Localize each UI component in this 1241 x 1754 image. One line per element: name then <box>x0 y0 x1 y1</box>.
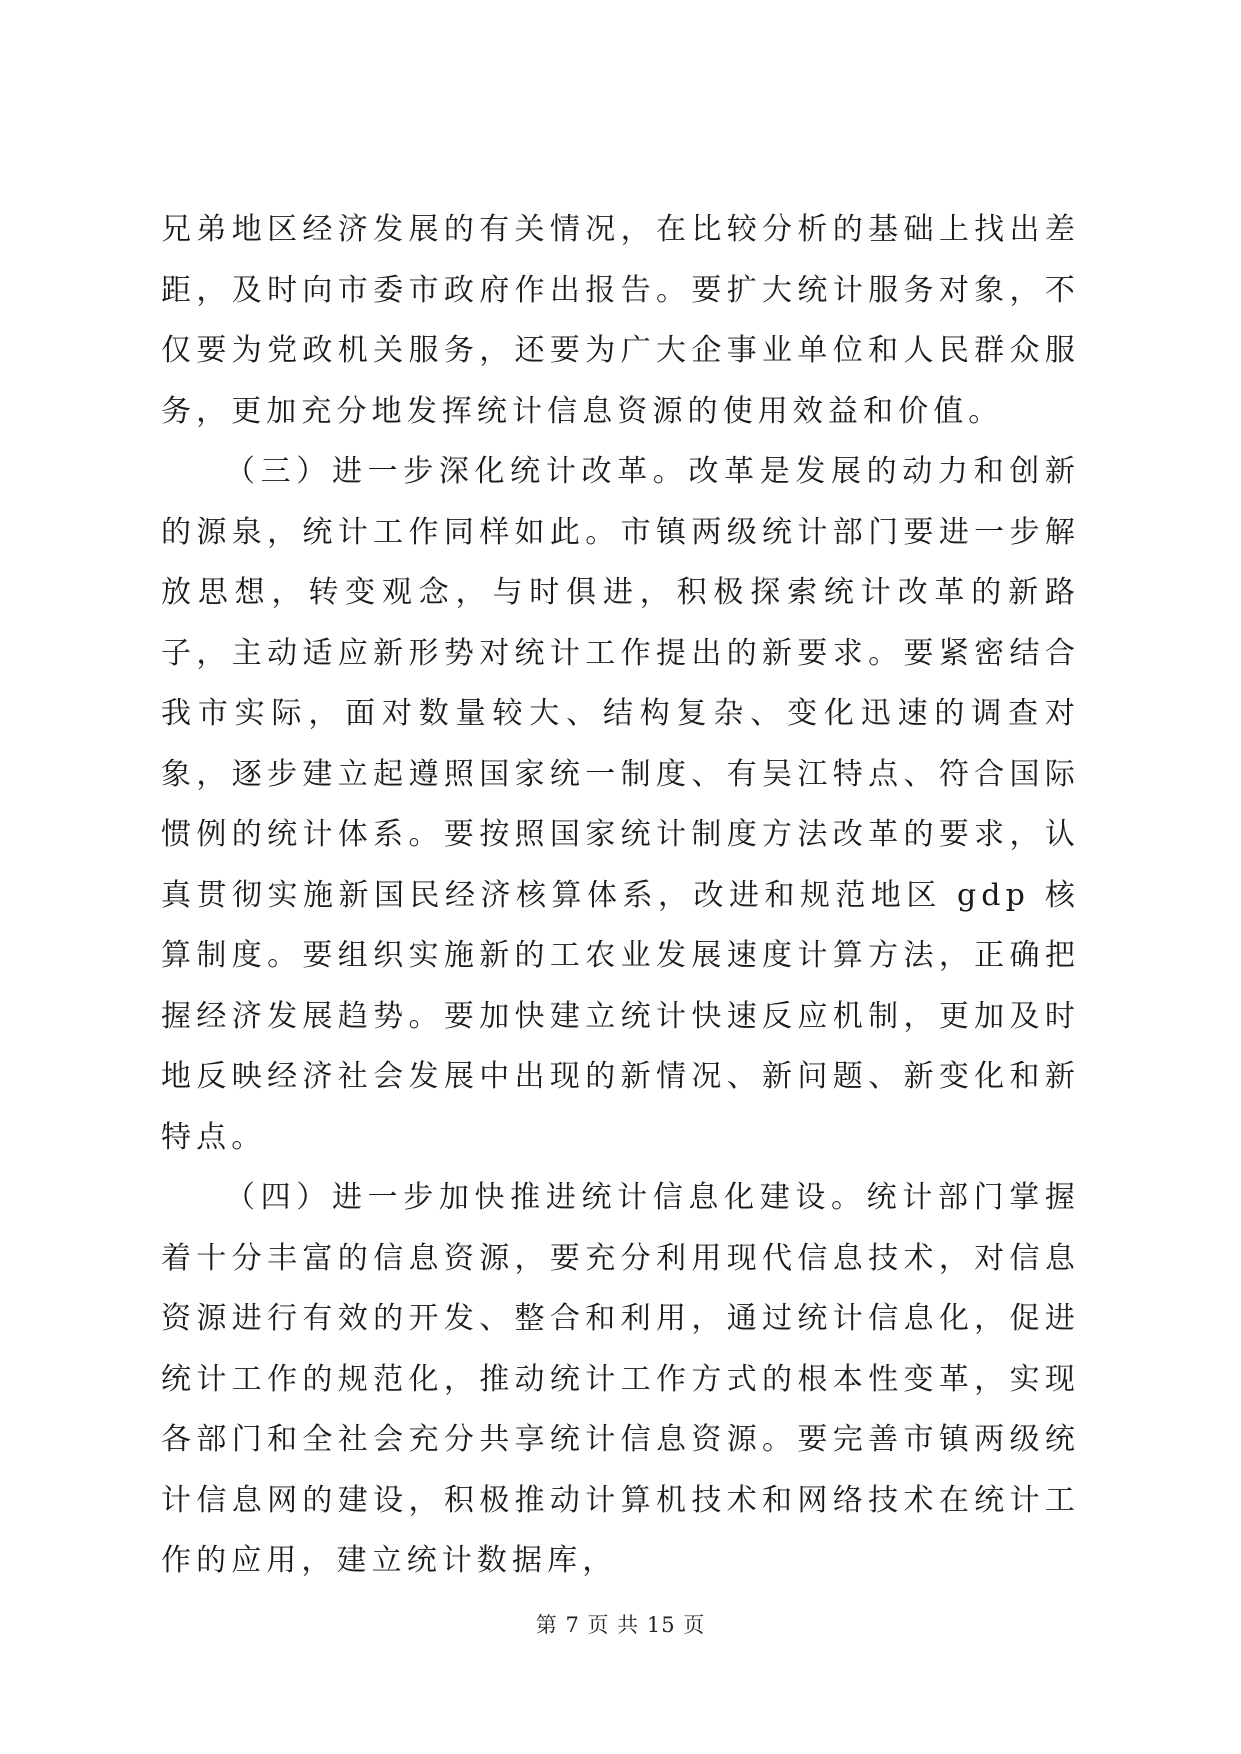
page-footer: 第 7 页 共 15 页 <box>535 1613 706 1637</box>
paragraph-section-three: （三）进一步深化统计改革。改革是发展的动力和创新的源泉，统计工作同样如此。市镇两级统计部门要进一步解放思想，转变观念，与时俱进，积极探索统计改革的新路子，主动适应新形势对统计工作提出的新要求。要紧密结合我市实际，面对数量较大、结构复杂、变化迅速的调查对象，逐步建立起遵照国家统一制度、有吴江特点、符合国际惯例的统计体系。要按照国家统计制度方法改革的要求，认真贯彻实施新国民经济核算体系，改进和规范地区 gdp 核算制度。要组织实施新的工农业发展速度计算方法，正确把握经济发展趋势。要加快建立统计快速反应机制，更加及时地反映经济社会发展中出现的新情况、新问题、新变化和新特点。 <box>161 454 1080 1155</box>
paragraph-section-four: （四）进一步加快推进统计信息化建设。统计部门掌握着十分丰富的信息资源，要充分利用现代信息技术，对信息资源进行有效的开发、整合和利用，通过统计信息化，促进统计工作的规范化，推动统计工作方式的根本性变革，实现各部门和全社会充分共享统计信息资源。要完善市镇两级统计信息网的建设，积极推动计算机技术和网络技术在统计工作的应用，建立统计数据库， <box>161 1180 1080 1578</box>
paragraph-continuation: 兄弟地区经济发展的有关情况，在比较分析的基础上找出差距，及时向市委市政府作出报告。要扩大统计服务对象，不仅要为党政机关服务，还要为广大企事业单位和人民群众服务，更加充分地发挥统计信息资源的使用效益和价值。 <box>161 212 1080 429</box>
document-body <box>161 200 1080 1592</box>
